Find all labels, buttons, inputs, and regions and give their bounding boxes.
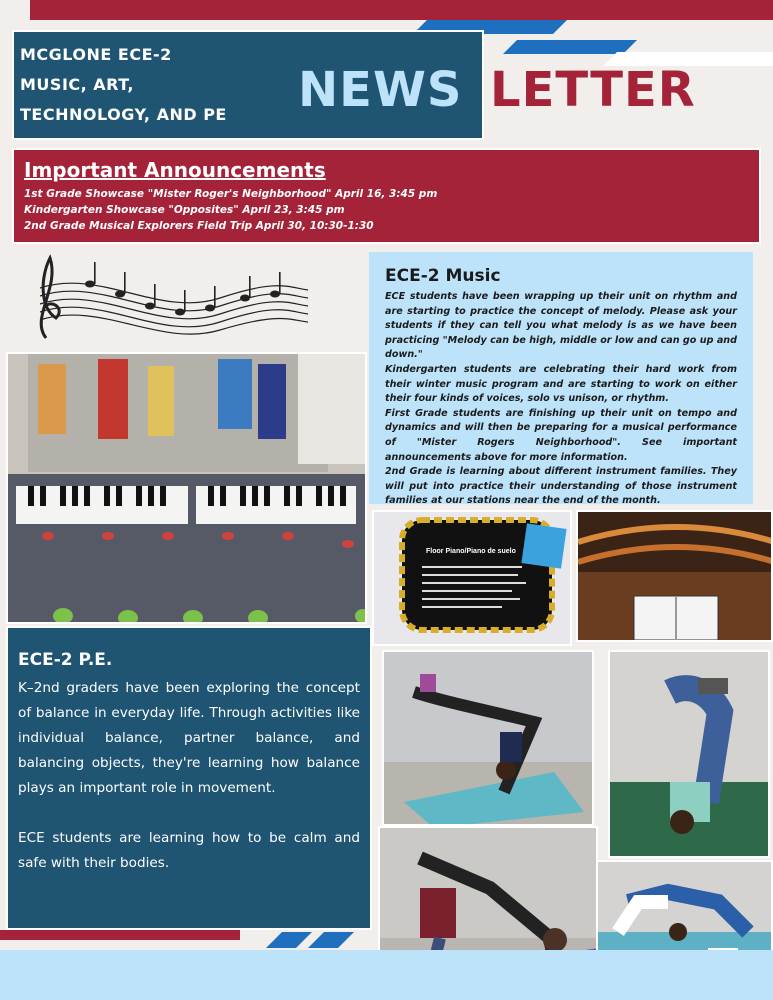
music-paragraph-2: Kindergarten students are celebrating their hard work from their winter music program and are starting to work on either their four kinds of voices, solo vs unison, or rhythm. xyxy=(385,363,737,405)
announcement-item-3: 2nd Grade Musical Explorers Field Trip April 30, 10:30-1:30 xyxy=(24,220,374,232)
title-line-3: TECHNOLOGY, AND PE xyxy=(20,105,227,124)
pe-heading: ECE-2 P.E. xyxy=(18,650,113,670)
footer-red-band xyxy=(0,930,240,940)
news-word: NEWS xyxy=(298,62,463,118)
announcements-heading: Important Announcements xyxy=(24,158,326,182)
floor-piano-photo xyxy=(6,352,367,624)
concert-hall-photo xyxy=(576,510,773,642)
music-staff-icon xyxy=(10,248,310,348)
floor-piano-sign-photo xyxy=(372,510,572,646)
music-paragraph-1: ECE students have been wrapping up their unit on rhythm and are starting to practice the concept of melody. Please ask your students if they can tell you what melody is as we have been practicing "Melody can be high, middle or low and can go up and down." xyxy=(385,291,737,361)
pe-balance-photo-1 xyxy=(382,650,594,826)
title-line-1: MCGLONE ECE-2 xyxy=(20,45,172,64)
header-red-band xyxy=(30,0,773,20)
pe-section xyxy=(6,626,372,930)
footer-stripes xyxy=(260,928,380,952)
title-line-2: MUSIC, ART, xyxy=(20,75,134,94)
music-section xyxy=(369,252,753,507)
pe-paragraph-1: K–2nd graders have been exploring the concept of balance in everyday life. Through activities like individual balance, partner balance, and balancing objects, they're learning how balance plays an important role in movement. xyxy=(18,680,360,796)
floor-piano-sign-title: Floor Piano/Piano de suelo xyxy=(426,548,516,555)
announcement-item-1: 1st Grade Showcase "Mister Roger's Neighborhood" April 16, 3:45 pm xyxy=(24,188,438,200)
music-paragraph-3: First Grade students are finishing up their unit on tempo and dynamics and will then be preparing for a musical performance of "Mister Rogers Neighborhood". See important announcements above for more information. xyxy=(385,407,737,463)
letter-word: LETTER xyxy=(490,62,696,118)
footer-blue-band xyxy=(0,950,773,1000)
music-heading: ECE-2 Music xyxy=(385,266,501,286)
music-paragraph-4: 2nd Grade is learning about different instrument families. They will put into practice their understanding of those instrument families at our stations near the end of the month. xyxy=(385,466,737,507)
pe-balance-photo-2 xyxy=(608,650,770,858)
pe-paragraph-2: ECE students are learning how to be calm and safe with their bodies. xyxy=(18,830,360,871)
announcement-item-2: Kindergarten Showcase "Opposites" April 23, 3:45 pm xyxy=(24,204,345,216)
school-title xyxy=(20,40,290,130)
announcements-box xyxy=(12,148,761,244)
